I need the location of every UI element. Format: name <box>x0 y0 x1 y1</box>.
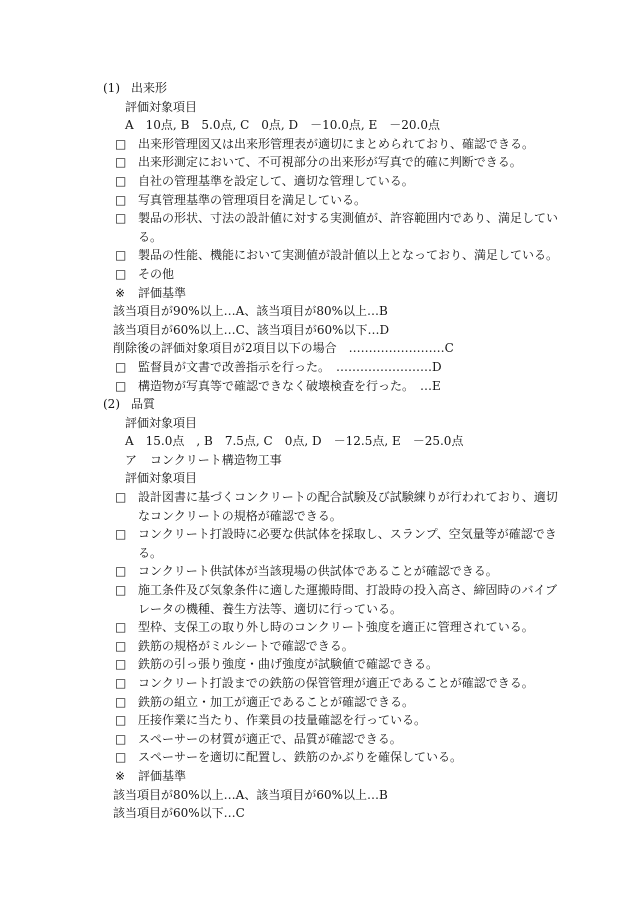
criteria-heading <box>0 284 630 303</box>
evaluation-target-heading <box>0 98 630 117</box>
checklist-continuation-row <box>0 600 630 619</box>
checklist-item <box>0 153 630 172</box>
checkbox-icon: □ <box>115 620 127 635</box>
score-scale <box>0 432 630 451</box>
section-number: (1) <box>103 81 120 95</box>
checklist-row <box>0 191 630 210</box>
checkbox-icon: □ <box>115 657 127 672</box>
criteria-line <box>0 786 630 805</box>
evaluation-target-label: 評価対象項目 <box>125 415 198 430</box>
checklist-text: る。 <box>138 545 163 560</box>
checklist-text: スペーサーの材質が適正で、品質が確認できる。 <box>138 731 402 746</box>
checklist-item <box>0 525 630 562</box>
checklist-row <box>0 693 630 712</box>
checklist-text: 製品の形状、寸法の設計値に対する実測値が、許容範囲内であり、満足してい <box>138 211 559 226</box>
score-scale-text: A 15.0点 , B 7.5点, C 0点, D －12.5点, E －25.0点 <box>125 434 464 449</box>
checklist-text: その他 <box>138 266 175 281</box>
checklist-item <box>0 618 630 637</box>
criteria-text: 該当項目が60%以上…C、該当項目が60%以下…D <box>113 322 390 337</box>
checklist-item <box>0 246 630 265</box>
checklist-item <box>0 711 630 730</box>
checklist-row <box>0 730 630 749</box>
checklist-item <box>0 581 630 618</box>
checklist-text: 写真管理基準の管理項目を満足している。 <box>138 192 367 207</box>
checklist-item <box>0 209 630 246</box>
subsection-title: コンクリート構造物工事 <box>150 452 282 467</box>
checklist-text: 自社の管理基準を設定して、適切な管理している。 <box>138 173 414 188</box>
evaluation-target-label: 評価対象項目 <box>125 471 198 486</box>
checkbox-icon: □ <box>115 638 127 653</box>
checklist-item <box>0 748 630 767</box>
checklist-row <box>0 153 630 172</box>
section-number: (2) <box>103 397 120 412</box>
checkbox-icon: □ <box>115 694 127 709</box>
checkbox-icon: □ <box>115 173 127 188</box>
criteria-line <box>0 339 630 358</box>
reference-mark-icon: ※ <box>115 768 126 783</box>
score-scale-text: A 10点, B 5.0点, C 0点, D －10.0点, E －20.0点 <box>125 118 440 133</box>
checklist-item <box>0 172 630 191</box>
criteria-line <box>0 321 630 340</box>
checklist-text: 鉄筋の引っ張り強度・曲げ強度が試験値で確認できる。 <box>138 657 439 672</box>
section-title: 品質 <box>131 397 156 412</box>
checklist-text: 施工条件及び気象条件に適した運搬時間、打設時の投入高さ、締固時のバイブ <box>138 583 558 598</box>
deduction-text: 構造物が写真等で確認できなく破壊検査を行った。 …E <box>138 378 441 393</box>
checklist-text: コンクリート打設時に必要な供試体を採取し、スランプ、空気量等が確認でき <box>138 527 557 542</box>
subsection-heading <box>0 451 630 470</box>
section-heading <box>0 395 630 414</box>
checklist-text: なコンクリートの規格が確認できる。 <box>138 508 342 523</box>
reference-mark-icon: ※ <box>115 285 126 300</box>
checklist-continuation-row <box>0 544 630 563</box>
evaluation-target-heading <box>0 469 630 488</box>
checkbox-icon: □ <box>115 248 127 263</box>
section-heading <box>0 79 630 98</box>
criteria-text: 削除後の評価対象項目が2項目以下の場合 ……………………C <box>113 341 454 356</box>
checklist-item <box>0 655 630 674</box>
checklist-text: コンクリート供試体が当該現場の供試体であることが確認できる。 <box>138 564 498 579</box>
checkbox-icon: □ <box>115 713 127 728</box>
deduction-item <box>0 358 630 377</box>
checklist-continuation-row <box>0 228 630 247</box>
checklist-row <box>0 711 630 730</box>
checkbox-icon: □ <box>115 266 127 281</box>
checklist-row <box>0 581 630 600</box>
checklist-row <box>0 748 630 767</box>
checklist-item <box>0 265 630 284</box>
subsection-mark: ア <box>125 452 138 467</box>
checklist-item <box>0 488 630 525</box>
checklist-text: スペーサーを適切に配置し、鉄筋のかぶりを確保している。 <box>138 750 463 765</box>
checklist-item <box>0 637 630 656</box>
checklist-text: 設計図書に基づくコンクリートの配合試験及び試験練りが行われており、適切 <box>138 490 558 505</box>
checklist-continuation-row <box>0 507 630 526</box>
checkbox-icon: □ <box>115 136 127 151</box>
criteria-text: 該当項目が80%以上…A、該当項目が60%以上…B <box>113 787 388 802</box>
checklist-text: 出来形管理図又は出来形管理表が適切にまとめられており、確認できる。 <box>138 136 535 151</box>
checkbox-icon: □ <box>115 359 127 374</box>
checklist-row <box>0 246 630 265</box>
evaluation-target-label: 評価対象項目 <box>125 99 198 114</box>
checkbox-icon: □ <box>115 490 127 505</box>
score-scale <box>0 116 630 135</box>
checklist-text: 鉄筋の組立・加工が適正であることが確認できる。 <box>138 694 415 709</box>
checklist-text: る。 <box>138 229 163 244</box>
checkbox-icon: □ <box>115 211 127 226</box>
checklist-item <box>0 562 630 581</box>
checkbox-icon: □ <box>115 583 127 598</box>
checklist-text: コンクリート打設までの鉄筋の保管管理が適正であることが確認できる。 <box>138 676 534 690</box>
checkbox-icon: □ <box>115 527 127 542</box>
criteria-line <box>0 302 630 321</box>
checklist-text: 鉄筋の規格がミルシートで確認できる。 <box>138 638 354 653</box>
checklist-row <box>0 674 630 693</box>
checklist-row <box>0 525 630 544</box>
checklist-text: レータの機種、養生方法等、適切に行っている。 <box>138 601 403 616</box>
criteria-label: 評価基準 <box>138 285 187 300</box>
checklist-item <box>0 191 630 210</box>
criteria-text: 該当項目が60%以下…C <box>113 806 245 821</box>
checklist-row <box>0 209 630 228</box>
checkbox-icon: □ <box>115 155 127 170</box>
checklist-row <box>0 562 630 581</box>
document-body <box>0 79 630 823</box>
checkbox-icon: □ <box>115 750 127 765</box>
checkbox-icon: □ <box>115 676 127 690</box>
checklist-text: 出来形測定において、不可視部分の出来形が写真で的確に判断できる。 <box>138 155 522 170</box>
deduction-item <box>0 377 630 396</box>
checklist-row <box>0 618 630 637</box>
checklist-row <box>0 488 630 507</box>
checkbox-icon: □ <box>115 378 127 393</box>
checklist-row <box>0 265 630 284</box>
checkbox-icon: □ <box>115 731 127 746</box>
checklist-row <box>0 637 630 656</box>
checkbox-icon: □ <box>115 192 127 207</box>
evaluation-target-heading <box>0 414 630 433</box>
checklist-text: 圧接作業に当たり、作業員の技量確認を行っている。 <box>138 713 427 728</box>
criteria-heading <box>0 767 630 786</box>
checklist-row <box>0 172 630 191</box>
checklist-item <box>0 693 630 712</box>
checklist-item <box>0 730 630 749</box>
checklist-item <box>0 135 630 154</box>
checklist-text: 製品の性能、機能において実測値が設計値以上となっており、満足している。 <box>138 248 559 263</box>
criteria-line <box>0 804 630 823</box>
checklist-row <box>0 655 630 674</box>
checklist-text: 型枠、支保工の取り外し時のコンクリート強度を適正に管理されている。 <box>138 620 534 635</box>
criteria-text: 該当項目が90%以上…A、該当項目が80%以上…B <box>113 304 388 319</box>
checklist-item <box>0 674 630 693</box>
criteria-label: 評価基準 <box>138 768 187 783</box>
checklist-row <box>0 135 630 154</box>
section-title: 出来形 <box>131 81 168 95</box>
checkbox-icon: □ <box>115 564 127 579</box>
deduction-text: 監督員が文書で改善指示を行った。 ……………………D <box>138 359 442 374</box>
